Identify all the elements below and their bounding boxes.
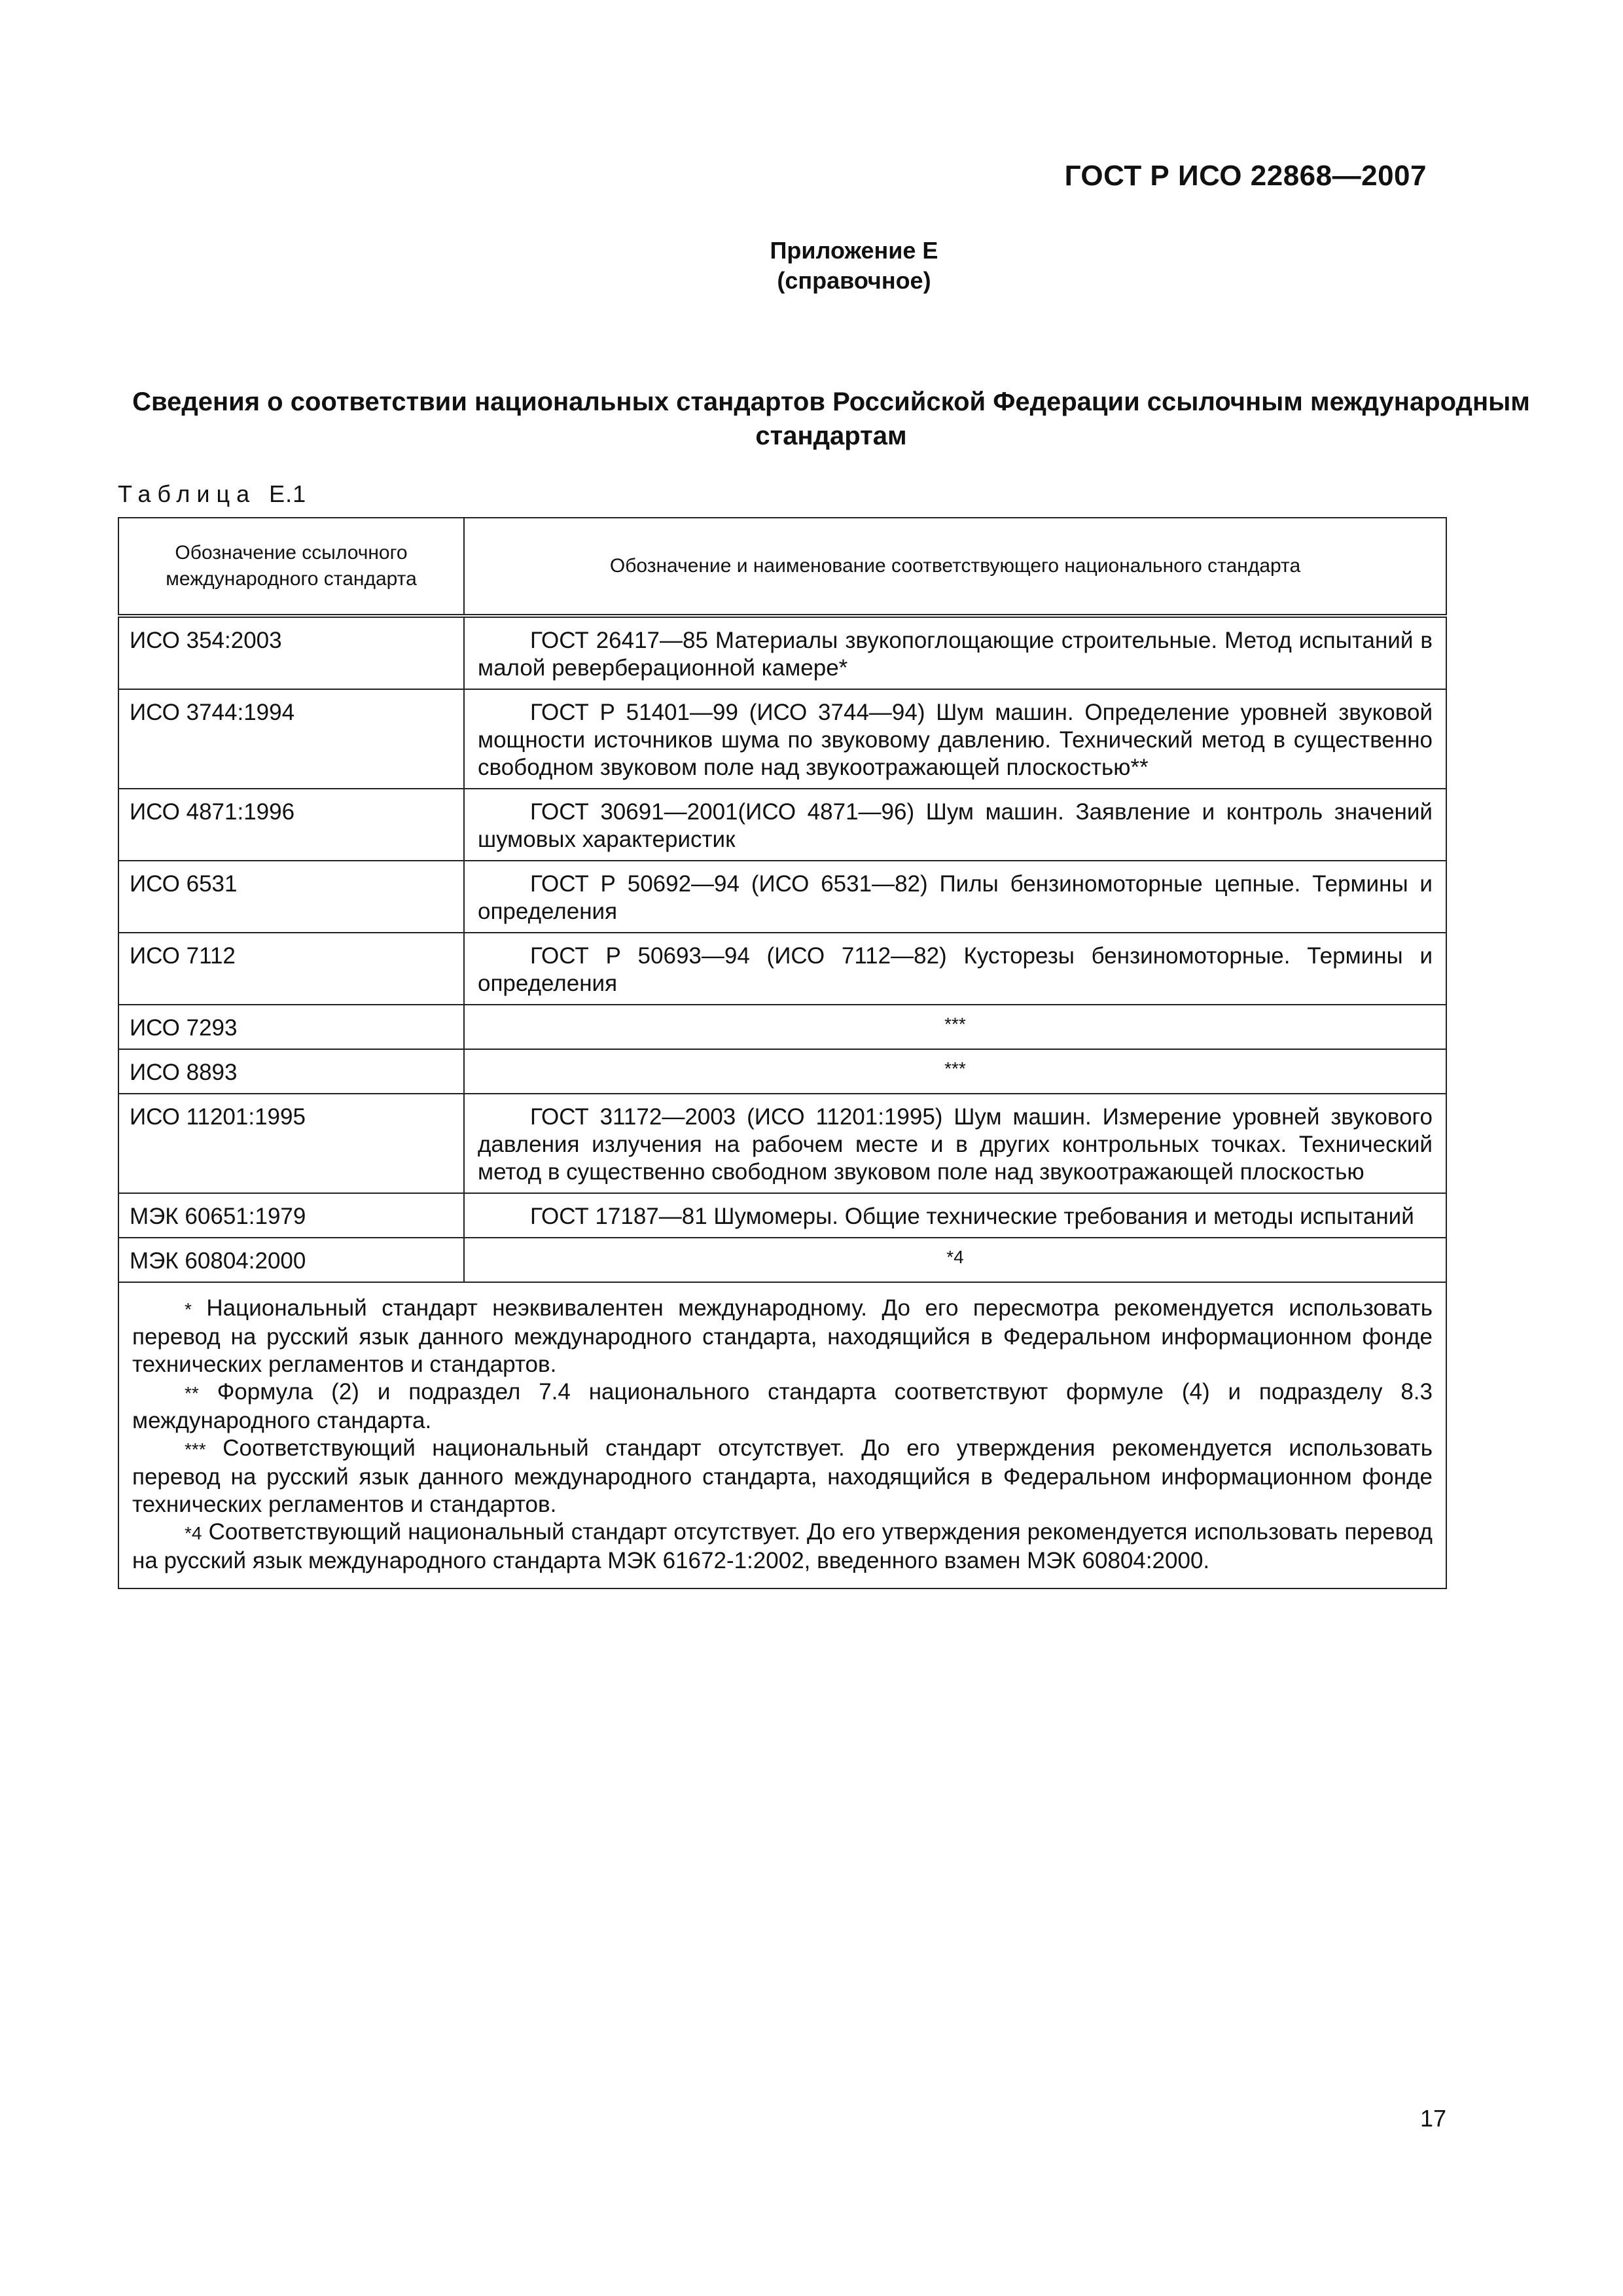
table-header-row bbox=[118, 518, 1446, 616]
table-row bbox=[118, 616, 1446, 689]
gost-cell: ГОСТ Р 50692—94 (ИСО 6531—82) Пилы бензиномоторные цепные. Термины и определения bbox=[464, 861, 1446, 933]
gost-cell: ГОСТ 26417—85 Материалы звукопоглощающие строительные. Метод испытаний в малой реверберационной камере* bbox=[464, 616, 1446, 689]
document-code: ГОСТ Р ИСО 22868—2007 bbox=[1064, 160, 1427, 192]
gost-cell: ГОСТ 17187—81 Шумомеры. Общие технические требования и методы испытаний bbox=[464, 1193, 1446, 1238]
gost-cell: ГОСТ Р 50693—94 (ИСО 7112—82) Кусторезы бензиномоторные. Термины и определения bbox=[464, 933, 1446, 1005]
table-notes-row bbox=[118, 1282, 1446, 1588]
gost-cell: ГОСТ 30691—2001(ИСО 4871—96) Шум машин. Заявление и контроль значений шумовых характеристик bbox=[464, 789, 1446, 861]
iso-cell: МЭК 60804:2000 bbox=[118, 1238, 464, 1282]
iso-cell: ИСО 3744:1994 bbox=[118, 689, 464, 789]
header-iso: Обозначение ссылочного международного стандарта bbox=[118, 518, 464, 616]
table-row bbox=[118, 1094, 1446, 1193]
footnote bbox=[132, 1435, 1433, 1518]
gost-cell: ГОСТ Р 51401—99 (ИСО 3744—94) Шум машин. Определение уровней звуковой мощности источников шума по звуковому давлению. Технический метод в существенно свободном звуковом поле над звукоотражающей плоскостью** bbox=[464, 689, 1446, 789]
iso-cell: ИСО 8893 bbox=[118, 1049, 464, 1094]
table-caption-word: Таблица bbox=[118, 480, 257, 507]
footnote-text: Соответствующий национальный стандарт отсутствует. До его утверждения рекомендуется использовать перевод на русский язык международного стандарта МЭК 61672-1:2002, введенного взамен МЭК 60804:2000. bbox=[132, 1519, 1433, 1573]
table-notes bbox=[118, 1282, 1446, 1588]
table-row bbox=[118, 1238, 1446, 1282]
footnote-mark: ** bbox=[185, 1383, 199, 1403]
footnote-text: Формула (2) и подраздел 7.4 национального стандарта соответствуют формуле (4) и подразделу 8.3 международного стандарта. bbox=[132, 1379, 1433, 1433]
iso-cell: МЭК 60651:1979 bbox=[118, 1193, 464, 1238]
gost-cell: ГОСТ 31172—2003 (ИСО 11201:1995) Шум машин. Измерение уровней звукового давления излучения на рабочем месте и в других контрольных точках. Технический метод в существенно свободном звуковом поле над звукоотражающей плоскостью bbox=[464, 1094, 1446, 1193]
table-row bbox=[118, 1049, 1446, 1094]
table-caption bbox=[118, 480, 306, 508]
footnote-text: Соответствующий национальный стандарт отсутствует. До его утверждения рекомендуется использовать перевод на русский язык данного международного стандарта, находящийся в Федеральном информационном фонде технических регламентов и стандартов. bbox=[132, 1435, 1433, 1517]
appendix-title: Приложение Е bbox=[770, 237, 938, 264]
footnote bbox=[132, 1295, 1433, 1378]
gost-cell: *4 bbox=[464, 1238, 1446, 1282]
table-row bbox=[118, 789, 1446, 861]
appendix-subtitle: (справочное) bbox=[777, 267, 931, 294]
appendix-heading bbox=[0, 236, 1623, 296]
iso-cell: ИСО 7112 bbox=[118, 933, 464, 1005]
header-gost: Обозначение и наименование соответствующего национального стандарта bbox=[464, 518, 1446, 616]
gost-cell: *** bbox=[464, 1049, 1446, 1094]
iso-cell: ИСО 6531 bbox=[118, 861, 464, 933]
page-title: Сведения о соответствии национальных стандартов Российской Федерации ссылочным международным стандартам bbox=[132, 387, 1530, 450]
iso-cell: ИСО 354:2003 bbox=[118, 616, 464, 689]
footnote-mark: * bbox=[185, 1299, 192, 1319]
iso-cell: ИСО 4871:1996 bbox=[118, 789, 464, 861]
iso-cell: ИСО 7293 bbox=[118, 1005, 464, 1049]
table-row bbox=[118, 861, 1446, 933]
footnote bbox=[132, 1378, 1433, 1435]
page-number: 17 bbox=[1419, 2105, 1446, 2132]
footnote-mark: *** bbox=[185, 1439, 206, 1460]
footnote bbox=[132, 1518, 1433, 1575]
iso-cell: ИСО 11201:1995 bbox=[118, 1094, 464, 1193]
table-row bbox=[118, 933, 1446, 1005]
table-row bbox=[118, 1193, 1446, 1238]
table-caption-number: Е.1 bbox=[269, 480, 307, 507]
standards-table bbox=[118, 517, 1447, 1589]
footnote-mark: *4 bbox=[185, 1523, 202, 1543]
table-row bbox=[118, 689, 1446, 789]
footnote-text: Национальный стандарт неэквивалентен международному. До его пересмотра рекомендуется использовать перевод на русский язык данного международного стандарта, находящийся в Федеральном информационном фонде технических регламентов и стандартов. bbox=[132, 1295, 1433, 1377]
gost-cell: *** bbox=[464, 1005, 1446, 1049]
table-row bbox=[118, 1005, 1446, 1049]
